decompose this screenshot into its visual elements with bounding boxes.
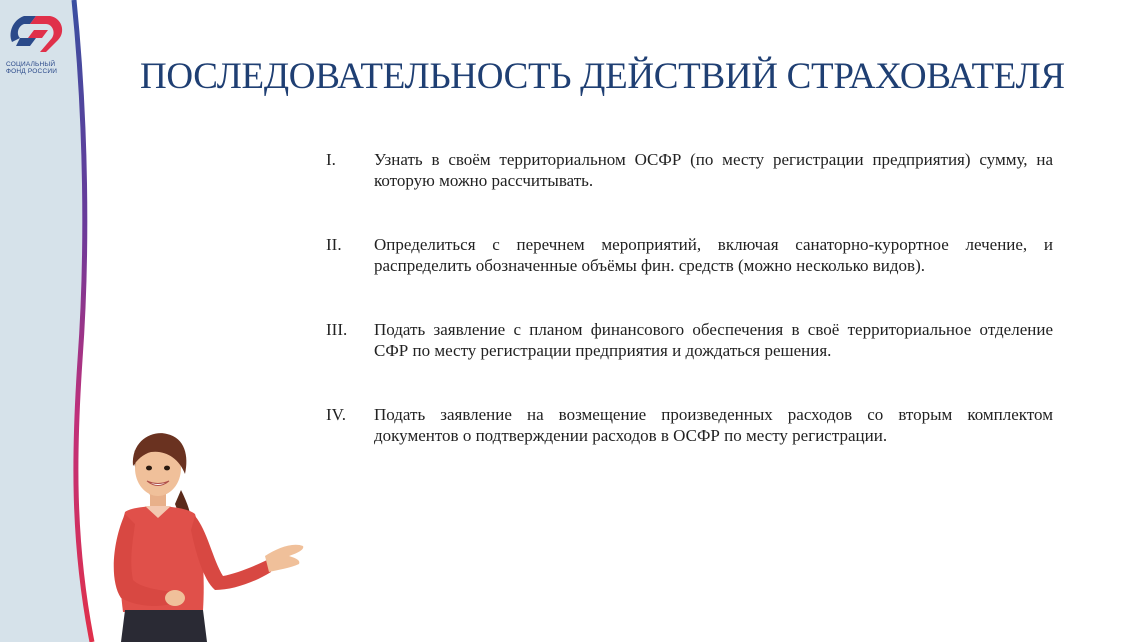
logo-line-1: СОЦИАЛЬНЫЙ [6,61,56,68]
step-number: II. [326,235,342,254]
page-title: ПОСЛЕДОВАТЕЛЬНОСТЬ ДЕЙСТВИЙ СТРАХОВАТЕЛЯ [140,56,1065,97]
step-number: I. [326,150,336,169]
step-item [326,404,1053,446]
logo-line-2: ФОНД РОССИИ [6,68,58,75]
step-text: Подать заявление с планом финансового обеспечения в своё территориальное отделение СФР по месту регистрации предприятия и дождаться решения. [374,320,1053,360]
logo-text [6,61,72,75]
step-item [326,319,1053,361]
sfr-logo-icon [6,8,70,58]
logo [6,8,72,75]
step-item [326,234,1053,276]
step-number: III. [326,320,348,339]
step-text: Узнать в своём территориальном ОСФР (по месту регистрации предприятия) сумму, на которую можно рассчитывать. [374,150,1053,190]
step-item [326,149,1053,191]
step-text: Подать заявление на возмещение произведенных расходов со вторым комплектом документов о подтверждении расходов в ОСФР по месту регистрации. [374,405,1053,445]
step-text: Определиться с перечнем мероприятий, включая санаторно-курортное лечение, и распределить обозначенные объёмы фин. средств (можно несколько видов). [374,235,1053,275]
step-number: IV. [326,405,346,424]
presenter-illustration [95,430,310,642]
